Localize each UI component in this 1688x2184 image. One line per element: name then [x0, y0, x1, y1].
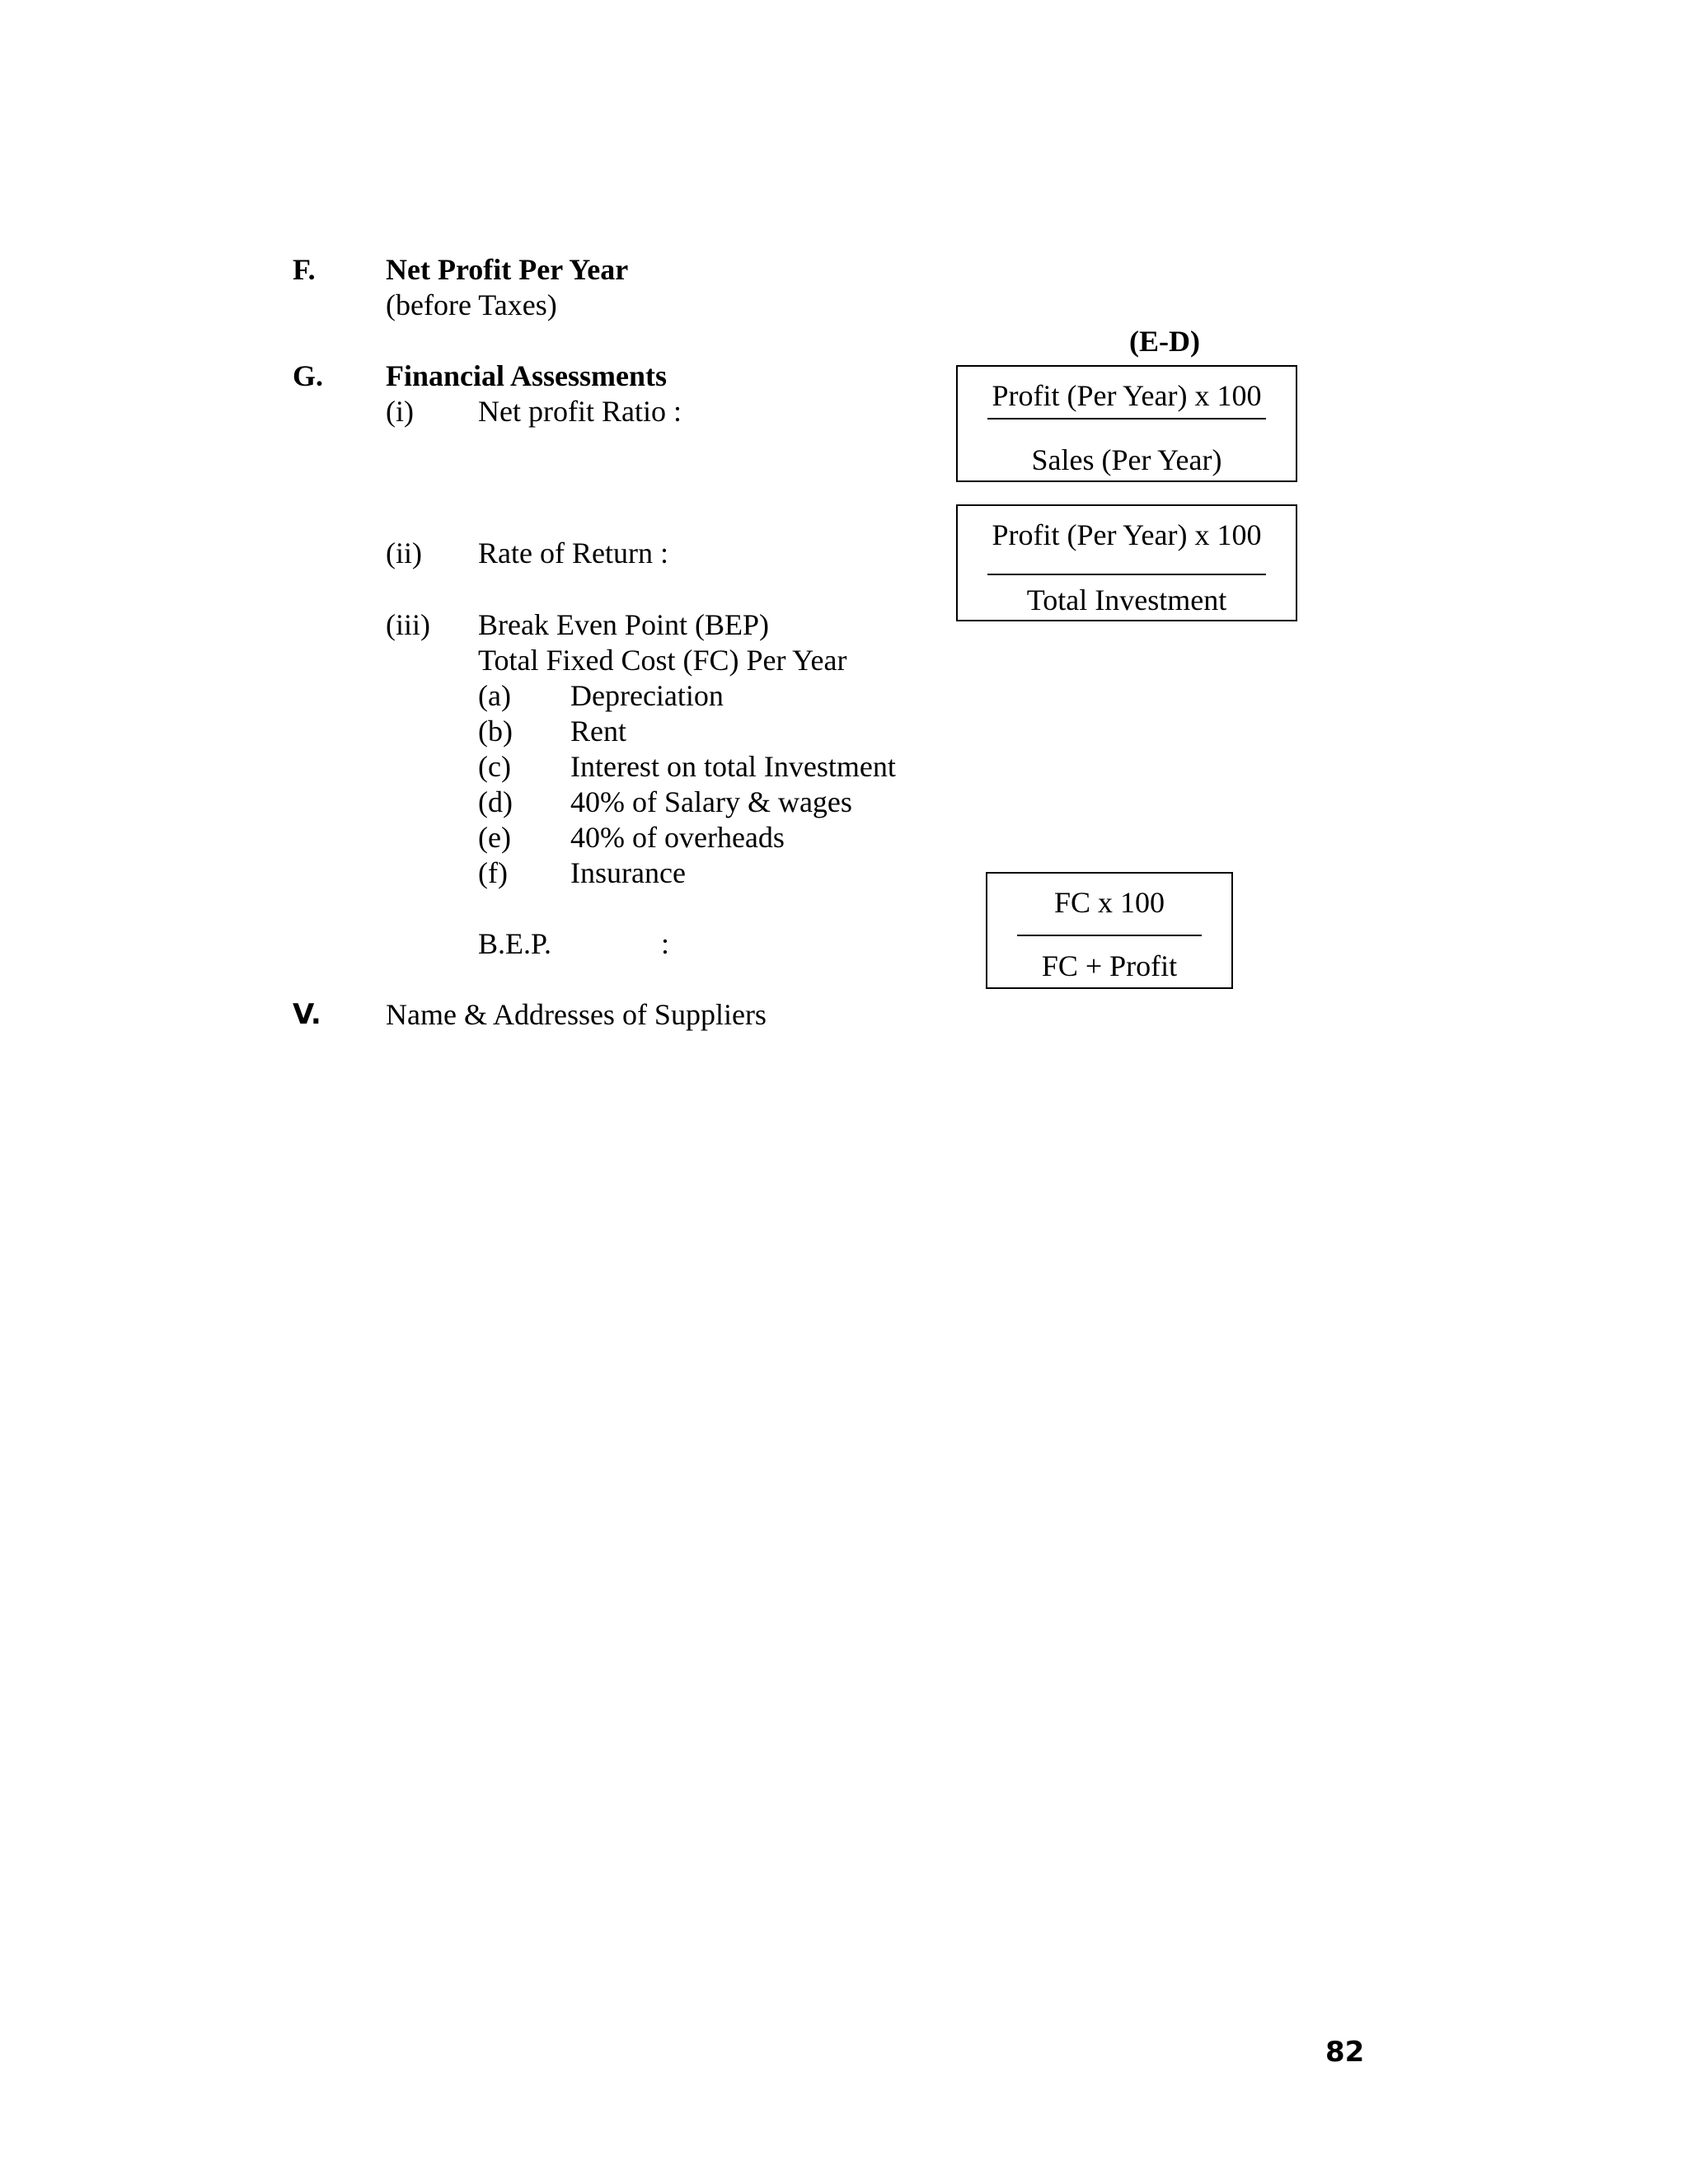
fraction-bar: [987, 574, 1266, 575]
component-letter: (e): [478, 821, 511, 854]
section-v-marker: V.: [293, 998, 321, 1031]
component-letter: (a): [478, 679, 511, 712]
formula-numerator: Profit (Per Year) x 100: [992, 518, 1262, 551]
fraction-bar: [1017, 935, 1202, 936]
net-profit-ratio-label: Net profit Ratio :: [478, 395, 682, 428]
net-profit-ratio-formula-box: [956, 365, 1297, 482]
section-g-marker: G.: [293, 359, 324, 392]
component-depreciation: Depreciation: [570, 679, 724, 712]
component-letter: (b): [478, 715, 513, 748]
fixed-cost-label: Total Fixed Cost (FC) Per Year: [478, 644, 847, 677]
component-letter: (d): [478, 785, 513, 818]
section-f-marker: F.: [293, 253, 316, 286]
component-letter: (f): [478, 856, 508, 889]
component-salary-wages: 40% of Salary & wages: [570, 785, 852, 818]
component-letter: (c): [478, 750, 511, 783]
net-profit-formula: (E-D): [1129, 325, 1200, 358]
section-g-title: Financial Assessments: [386, 359, 668, 392]
page-number: 82: [1325, 2036, 1365, 2069]
rate-of-return-formula-box: [956, 504, 1297, 621]
formula-denominator: Sales (Per Year): [1031, 443, 1222, 476]
fraction-bar: [987, 418, 1266, 419]
item-i-numeral: (i): [386, 395, 414, 428]
formula-numerator: Profit (Per Year) x 100: [992, 379, 1262, 412]
formula-numerator: FC x 100: [1053, 886, 1165, 919]
rate-of-return-label: Rate of Return :: [478, 537, 668, 569]
component-rent: Rent: [570, 715, 626, 748]
item-ii-numeral: (ii): [386, 537, 422, 569]
bep-label: Break Even Point (BEP): [478, 608, 769, 641]
formula-denominator: Total Investment: [1026, 583, 1227, 616]
section-f-title: Net Profit Per Year: [386, 253, 629, 286]
component-overheads: 40% of overheads: [570, 821, 785, 854]
bep-formula-label: B.E.P.: [478, 927, 552, 960]
component-insurance: Insurance: [570, 856, 686, 889]
formula-denominator: FC + Profit: [1041, 949, 1178, 982]
bep-formula-box: [986, 872, 1233, 989]
item-iii-numeral: (iii): [386, 608, 430, 641]
section-v-title: Name & Addresses of Suppliers: [386, 998, 767, 1031]
section-f-subtitle: (before Taxes): [386, 288, 557, 321]
component-interest: Interest on total Investment: [570, 750, 896, 783]
bep-formula-colon: :: [661, 927, 670, 960]
